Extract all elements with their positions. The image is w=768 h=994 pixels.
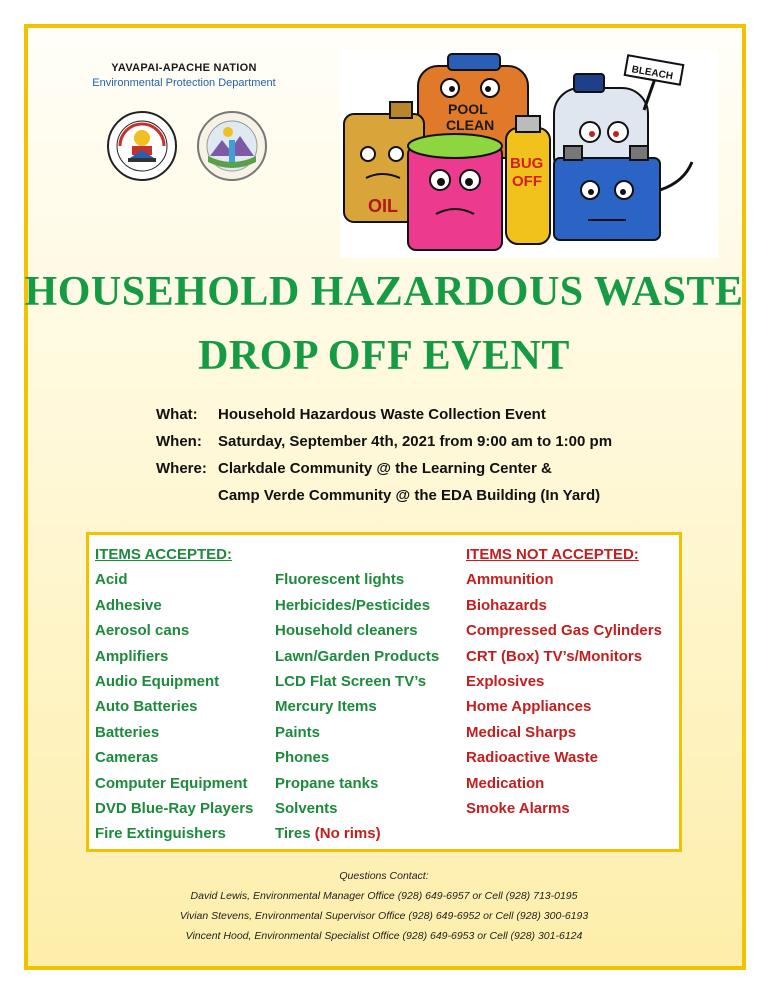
where-row-2 [156, 482, 612, 509]
not-accepted-list [466, 567, 662, 821]
org-name: YAVAPAI-APACHE NATION [111, 62, 257, 74]
list-item: Paints [275, 723, 321, 741]
list-item: Biohazards [466, 596, 547, 614]
list-item: Fluorescent lights [275, 571, 405, 589]
list-item: Lawn/Garden Products [275, 647, 440, 665]
list-item: Phones [275, 749, 330, 767]
event-title-line2: DROP OFF EVENT [198, 333, 570, 379]
list-item: Cameras [95, 749, 159, 767]
list-item: Amplifiers [95, 647, 169, 665]
where-value-2: Camp Verde Community @ the EDA Building (In Yard) [218, 487, 601, 504]
pool-clean-label-1: POOL [448, 101, 488, 117]
list-item: Herbicides/Pesticides [275, 596, 431, 614]
list-item: Propane tanks [275, 774, 379, 792]
bug-off-label-2: OFF [512, 173, 542, 190]
list-item: CRT (Box) TV’s/Monitors [466, 647, 643, 665]
list-item: Ammunition [466, 571, 554, 589]
not-accepted-column [466, 542, 662, 821]
department-name: Environmental Protection Department [92, 77, 276, 89]
when-row [156, 428, 612, 455]
contact-line: Vincent Hood, Environmental Specialist Office (928) 649-6953 or Cell (928) 301-6124 [185, 930, 583, 942]
list-item: Audio Equipment [95, 673, 220, 691]
when-label: When: [156, 433, 202, 450]
org-header [84, 62, 284, 89]
accepted-column-2 [275, 567, 439, 846]
where-label: Where: [156, 460, 207, 477]
list-item: Radioactive Waste [466, 749, 598, 767]
list-item: Adhesive [95, 596, 162, 614]
list-item: Fire Extinguishers [95, 825, 226, 843]
tires-item [275, 821, 439, 846]
list-item: Aerosol cans [95, 622, 190, 640]
what-value: Household Hazardous Waste Collection Event [218, 406, 546, 423]
contact-block [0, 866, 768, 946]
contact-line: David Lewis, Environmental Manager Office (928) 649-6957 or Cell (928) 713-0195 [190, 890, 578, 902]
list-item: Smoke Alarms [466, 800, 570, 818]
where-row [156, 455, 612, 482]
list-item: Home Appliances [466, 698, 592, 716]
bleach-sign-label: BLEACH [630, 64, 674, 83]
accepted-heading: ITEMS ACCEPTED: [95, 546, 232, 563]
list-item: Medication [466, 774, 545, 792]
contact-heading: Questions Contact: [339, 870, 429, 882]
tires-label: Tires [275, 825, 311, 843]
event-title-line1: HOUSEHOLD HAZARDOUS WASTE [24, 269, 744, 315]
list-item: Mercury Items [275, 698, 377, 716]
accepted-column-1 [95, 542, 253, 847]
list-item: Solvents [275, 800, 338, 818]
tires-note: (No rims) [314, 825, 381, 843]
list-item: DVD Blue-Ray Players [95, 800, 254, 818]
hazardous-products-cartoon [340, 50, 718, 258]
list-item: Batteries [95, 723, 160, 741]
list-item: Explosives [466, 673, 545, 691]
list-item: Household cleaners [275, 622, 418, 640]
oil-label: OIL [368, 196, 398, 216]
accepted-list-2 [275, 567, 439, 846]
list-item: Computer Equipment [95, 774, 248, 792]
not-accepted-heading: ITEMS NOT ACCEPTED: [466, 546, 639, 563]
pool-clean-label-2: CLEAN [446, 117, 495, 133]
event-details [156, 401, 612, 509]
accepted-list-1 [95, 567, 253, 846]
list-item: Compressed Gas Cylinders [466, 622, 662, 640]
epd-seal-logo [196, 110, 268, 182]
items-box [86, 532, 682, 852]
list-item: Medical Sharps [466, 723, 577, 741]
what-row [156, 401, 612, 428]
list-item: LCD Flat Screen TV’s [275, 673, 427, 691]
what-label: What: [156, 406, 198, 423]
great-seal-logo [106, 110, 178, 182]
when-value: Saturday, September 4th, 2021 from 9:00 am to 1:00 pm [218, 433, 613, 450]
contact-line: Vivian Stevens, Environmental Supervisor Office (928) 649-6952 or Cell (928) 300-6193 [179, 910, 589, 922]
bug-off-label-1: BUG [510, 155, 544, 172]
list-item: Acid [95, 571, 128, 589]
list-item: Auto Batteries [95, 698, 198, 716]
where-value-1: Clarkdale Community @ the Learning Center & [218, 460, 552, 477]
